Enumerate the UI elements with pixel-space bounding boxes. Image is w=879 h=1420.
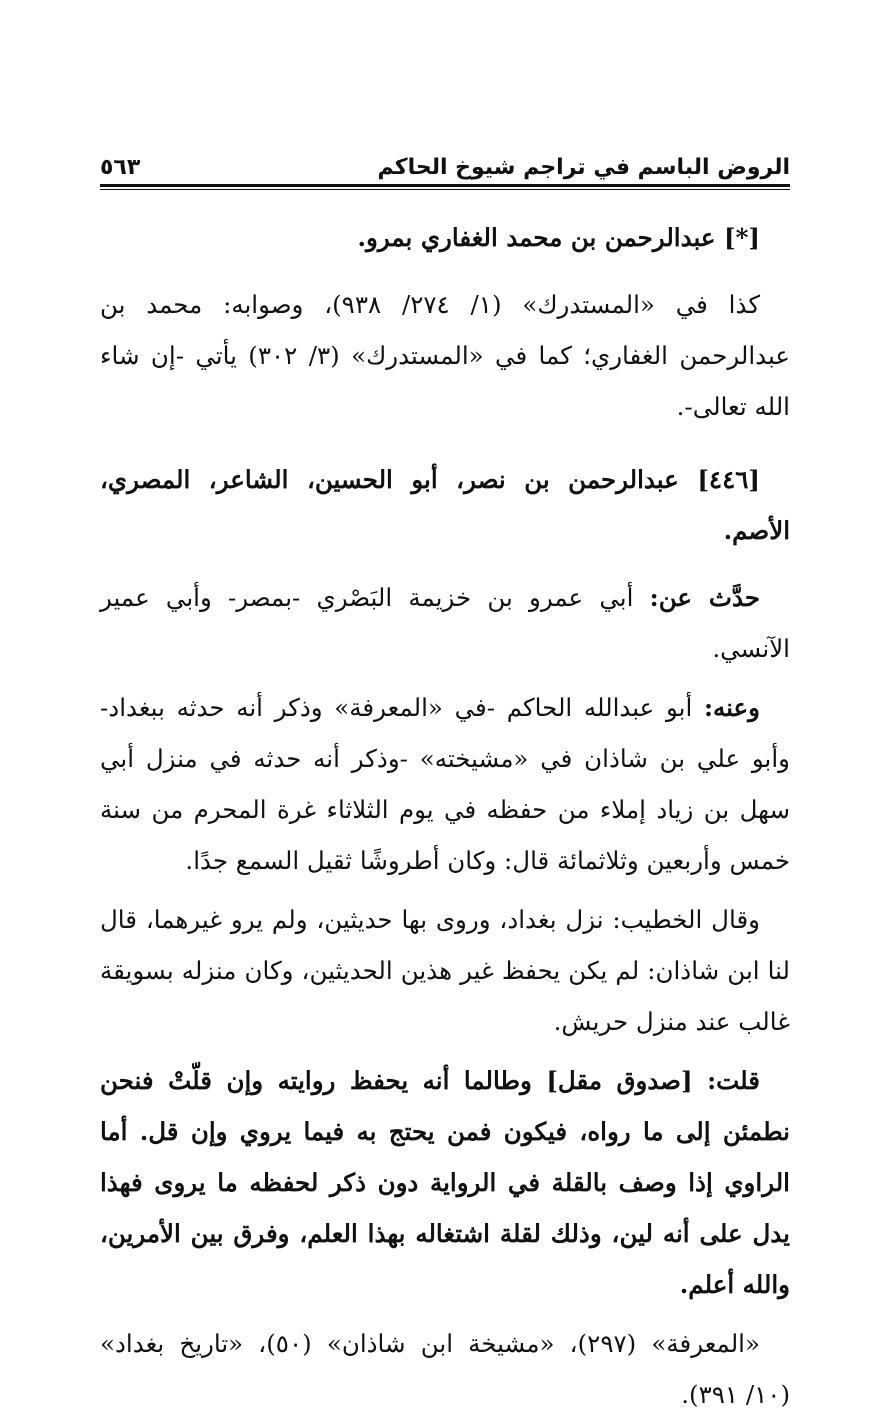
starred-entry-note: كذا في «المستدرك» (١/ ٢٧٤/ ٩٣٨)، وصوابه: محمد بن عبدالرحمن الغفاري؛ كما في «المستدرك» (٣/ ٣٠٢) يأتي -إن شاء الله تعالى-. xyxy=(100,290,790,421)
page-body xyxy=(100,212,790,1420)
narrated-from-label: حدَّث عن: xyxy=(649,583,760,612)
narrators-text: أبو عبدالله الحاكم -في «المعرفة» وذكر أنه حدثه ببغداد- وأبو علي بن شاذان في «مشيخته» -وذكر أنه حدثه في منزل أبي سهل بن زياد إملاء من حفظه في يوم الثلاثاء غرة المحرم من سنة خمس وأربعين وثلاثمائة قال: وكان أطروشًا ثقيل السمع جدًا. xyxy=(100,693,790,875)
running-title: الروض الباسم في تراجم شيوخ الحاكم xyxy=(377,155,790,180)
narrated-from-paragraph xyxy=(100,572,790,674)
narrators-paragraph xyxy=(100,682,790,886)
author-conclusion: قلت: [صدوق مقل] وطالما أنه يحفظ روايته وإن قلّتْ فنحن نطمئن إلى ما رواه، فيكون فمن يحتج به فيما يروي وإن قل. أما الراوي إذا وصف بالقلة في الرواية دون ذكر لحفظه ما يروى فهذا يدل على أنه لين، وذلك لقلة اشتغاله بهذا العلم، وفرق بين الأمرين، والله أعلم. xyxy=(100,1066,790,1299)
page-number: ٥٦٣ xyxy=(100,155,141,180)
book-page xyxy=(100,140,790,1420)
running-head xyxy=(100,140,790,180)
narrators-label: وعنه: xyxy=(703,693,760,722)
entry-446-heading: [٤٤٦] عبدالرحمن بن نصر، أبو الحسين، الشاعر، المصري، الأصم. xyxy=(100,465,790,545)
khatib-paragraph: وقال الخطيب: نزل بغداد، وروى بها حديثين، ولم يرو غيرهما، قال لنا ابن شاذان: لم يكن يحفظ غير هذين الحديثين، وكان منزله بسويقة غالب عند منزل حريش. xyxy=(100,905,790,1036)
narrated-from-text: أبي عمرو بن خزيمة البَصْري -بمصر- وأبي عمير الآنسي. xyxy=(100,583,790,663)
starred-entry-heading: [*] عبدالرحمن بن محمد الغفاري بمرو. xyxy=(357,223,760,252)
header-rule xyxy=(100,184,790,190)
sources-paragraph: «المعرفة» (٢٩٧)، «مشيخة ابن شاذان» (٥٠)، «تاريخ بغداد» (١٠/ ٣٩١). xyxy=(100,1329,790,1409)
